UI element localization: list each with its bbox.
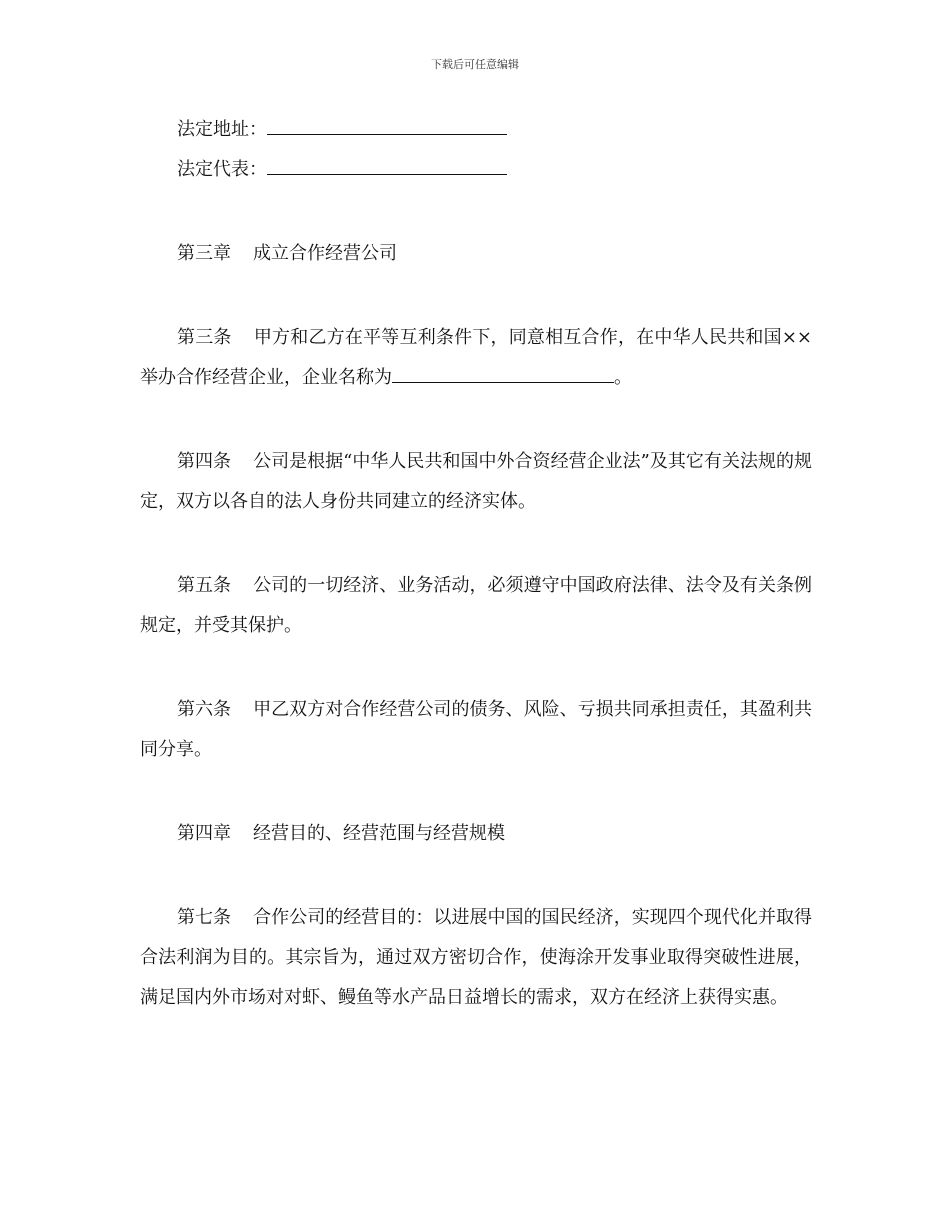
legal-address-label: 法定地址： (177, 119, 267, 140)
chapter-4-number: 第四章 (177, 823, 231, 844)
legal-representative-blank (267, 152, 507, 175)
article-4-number: 第四条 (177, 451, 232, 472)
article-7-text: 合作公司的经营目的：以进展中国的国民经济，实现四个现代化并取得合法利润为目的。其宗旨为，通过双方密切合作，使海涂开发事业取得突破性进展，满足国内外市场对对虾、鳗鱼等水产品日益增长的需求，双方在经济上获得实惠。 (140, 907, 813, 1008)
chapter-3-title: 成立合作经营公司 (253, 243, 397, 264)
article-7 (140, 898, 812, 1018)
article-4 (140, 442, 812, 522)
article-3-number: 第三条 (177, 327, 232, 348)
legal-address-blank (267, 112, 507, 135)
legal-representative-label: 法定代表： (177, 159, 267, 180)
chapter-4-heading (177, 814, 812, 854)
chapter-3-heading (177, 234, 812, 274)
chapter-3-number: 第三章 (177, 243, 231, 264)
article-6-text: 甲乙双方对合作经营公司的债务、风险、亏损共同承担责任，其盈利共同分享。 (140, 699, 813, 760)
article-3-text: 甲方和乙方在平等互利条件下，同意相互合作，在中华人民共和国××举办合作经营企业，企业名称为 (140, 327, 812, 388)
article-4-text: 公司是根据“中华人民共和国中外合资经营企业法”及其它有关法规的规定，双方以各自的法人身份共同建立的经济实体。 (140, 451, 813, 512)
legal-representative-field (177, 150, 812, 190)
article-5-number: 第五条 (177, 575, 232, 596)
page-header-note: 下载后可任意编辑 (431, 58, 519, 71)
legal-address-field (177, 110, 812, 150)
article-7-number: 第七条 (177, 907, 232, 928)
company-name-blank (392, 360, 614, 383)
chapter-4-title: 经营目的、经营范围与经营规模 (253, 823, 505, 844)
document-body (140, 110, 812, 1018)
article-5 (140, 566, 812, 646)
article-5-text: 公司的一切经济、业务活动，必须遵守中国政府法律、法令及有关条例规定，并受其保护。 (140, 575, 813, 636)
article-6-number: 第六条 (177, 699, 232, 720)
article-6 (140, 690, 812, 770)
article-3-text-end: 。 (614, 367, 632, 388)
article-3 (140, 318, 812, 398)
